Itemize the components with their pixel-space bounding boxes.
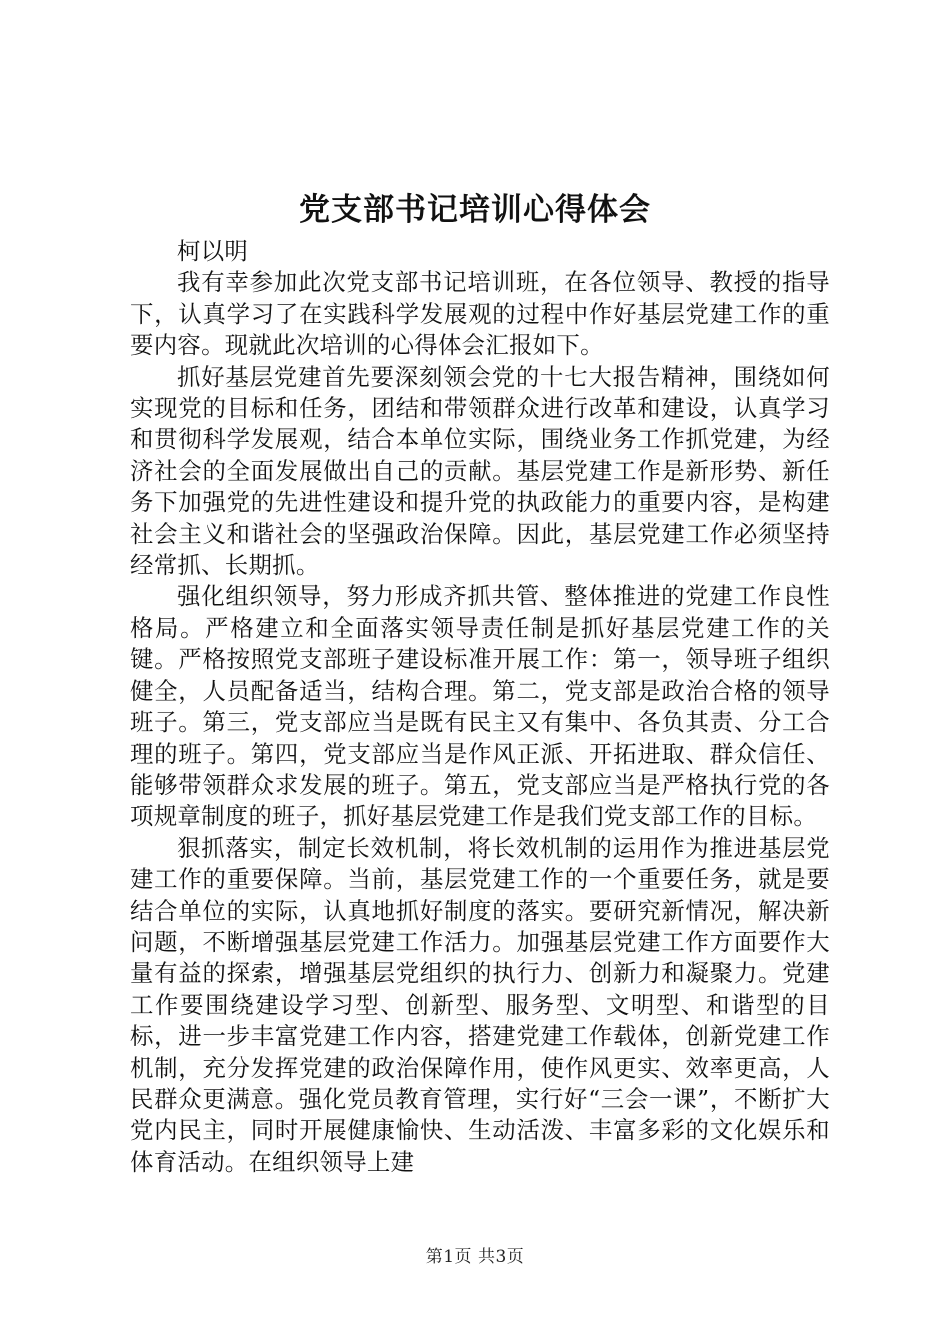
- page-footer: 第1页 共3页: [425, 1247, 525, 1267]
- paragraph-organization-leadership: 强化组织领导，努力形成齐抓共管、整体推进的党建工作良性格局。严格建立和全面落实领导责任制是抓好基层党建工作的关键。严格按照党支部班子建设标准开展工作：第一，领导班子组织健全，人员配备适当，结构合理。第二，党支部是政治合格的领导班子。第三，党支部应当是既有民主又有集中、各负其责、分工合理的班子。第四，党支部应当是作风正派、开拓进取、群众信任、能够带领群众求发展的班子。第五，党支部应当是严格执行党的各项规章制度的班子，抓好基层党建工作是我们党支部工作的目标。: [130, 582, 830, 831]
- document-body: [130, 236, 830, 1178]
- paragraph-long-term-mechanism: 狠抓落实，制定长效机制，将长效机制的运用作为推进基层党建工作的重要保障。当前，基层党建工作的一个重要任务，就是要结合单位的实际，认真地抓好制度的落实。要研究新情况，解决新问题，不断增强基层党建工作活力。加强基层党建工作方面要作大量有益的探索，增强基层党组织的执行力、创新力和凝聚力。党建工作要围绕建设学习型、创新型、服务型、文明型、和谐型的目标，进一步丰富党建工作内容，搭建党建工作载体，创新党建工作机制，充分发挥党建的政治保障作用，使作风更实、效率更高，人民群众更满意。强化党员教育管理，实行好“三会一课”，不断扩大党内民主，同时开展健康愉快、生动活泼、丰富多彩的文化娱乐和体育活动。在组织领导上建: [130, 833, 830, 1176]
- author-name: 柯以明: [177, 237, 249, 265]
- paragraph-party-building: 抓好基层党建首先要深刻领会党的十七大报告精神，围绕如何实现党的目标和任务，团结和带领群众进行改革和建设，认真学习和贯彻科学发展观，结合本单位实际，围绕业务工作抓党建，为经济社会的全面发展做出自己的贡献。基层党建工作是新形势、新任务下加强党的先进性建设和提升党的执政能力的重要内容，是构建社会主义和谐社会的坚强政治保障。因此，基层党建工作必须坚持经常抓、长期抓。: [130, 362, 830, 580]
- document-title: 党支部书记培训心得体会: [299, 192, 651, 228]
- paragraph-intro: 我有幸参加此次党支部书记培训班，在各位领导、教授的指导下，认真学习了在实践科学发展观的过程中作好基层党建工作的重要内容。现就此次培训的心得体会汇报如下。: [130, 268, 830, 360]
